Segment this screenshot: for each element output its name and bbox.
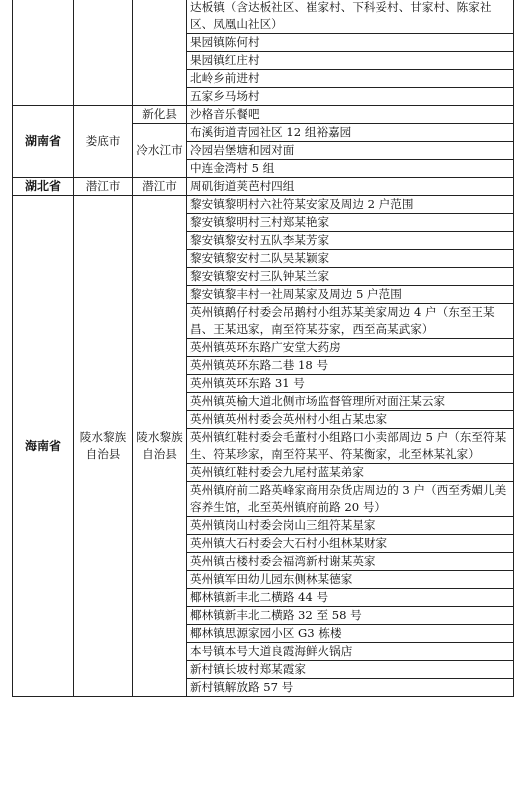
county-cell: 陵水黎族自治县 (133, 196, 187, 697)
location-cell: 黎安镇黎安村五队李某芳家 (187, 232, 514, 250)
location-cell: 椰林镇思源家园小区 G3 栋楼 (187, 625, 514, 643)
location-cell: 新村镇长坡村郑某霞家 (187, 661, 514, 679)
location-cell: 英州镇鹅仔村委会吊鹅村小组苏某美家周边 4 户（东至王某昌、王某迅家，南至符某芬家，西至高某武家） (187, 304, 514, 339)
location-cell: 冷园岩堡塘和园对面 (187, 142, 514, 160)
location-cell: 北岭乡前进村 (187, 70, 514, 88)
location-cell: 椰林镇新丰北二横路 44 号 (187, 589, 514, 607)
province-cell: 海南省 (13, 196, 74, 697)
location-cell: 五家乡马场村 (187, 88, 514, 106)
location-cell: 达板镇（含达板社区、崔家村、下科妥村、甘家村、陈家社区、凤凰山社区） (187, 0, 514, 34)
location-cell: 本号镇本号大道良霞海鲜火锅店 (187, 643, 514, 661)
location-cell: 英州镇英环东路广安堂大药房 (187, 339, 514, 357)
location-cell: 英州镇古楼村委会福湾新村谢某英家 (187, 553, 514, 571)
location-cell: 英州镇英州村委会英州村小组占某忠家 (187, 411, 514, 429)
table-row (13, 178, 514, 196)
county-cell: 新化县 (133, 106, 187, 124)
location-cell: 新村镇解放路 57 号 (187, 679, 514, 697)
location-cell: 英州镇英榆大道北侧市场监督管理所对面汪某云家 (187, 393, 514, 411)
location-cell: 椰林镇新丰北二横路 32 至 58 号 (187, 607, 514, 625)
location-cell: 黎安镇黎安村二队吴某颖家 (187, 250, 514, 268)
location-table (12, 0, 514, 697)
location-cell: 英州镇岗山村委会岗山三组符某星家 (187, 517, 514, 535)
location-cell: 英州镇英环东路 31 号 (187, 375, 514, 393)
table-row (13, 0, 514, 34)
county-cell: 潜江市 (133, 178, 187, 196)
location-cell: 黎安镇黎明村三村郑某艳家 (187, 214, 514, 232)
county-cell: 冷水江市 (133, 124, 187, 178)
city-cell: 潜江市 (74, 178, 133, 196)
city-cell: 陵水黎族自治县 (74, 196, 133, 697)
location-cell: 英州镇红鞋村委会毛董村小组路口小卖部周边 5 户（东至符某生、符某珍家，南至符某平、符某衡家，北至林某礼家） (187, 429, 514, 464)
empty-cell (133, 0, 187, 106)
province-cell: 湖北省 (13, 178, 74, 196)
province-cell: 湖南省 (13, 106, 74, 178)
location-cell: 英州镇红鞋村委会九尾村蓝某弟家 (187, 464, 514, 482)
location-cell: 英州镇大石村委会大石村小组林某财家 (187, 535, 514, 553)
location-cell: 布溪街道青园社区 12 组裕嘉园 (187, 124, 514, 142)
location-cell: 英州镇府前二路英峰家商用杂货店周边的 3 户（西至秀媚儿美容养生馆，北至英州镇府前路 20 号） (187, 482, 514, 517)
location-cell: 黎安镇黎丰村一社周某家及周边 5 户范围 (187, 286, 514, 304)
empty-cell (74, 0, 133, 106)
city-cell: 娄底市 (74, 106, 133, 178)
location-cell: 中连金湾村 5 组 (187, 160, 514, 178)
location-cell: 黎安镇黎明村六社符某安家及周边 2 户范围 (187, 196, 514, 214)
location-cell: 英州镇军田幼儿园东侧林某德家 (187, 571, 514, 589)
location-cell: 果园镇红庄村 (187, 52, 514, 70)
location-cell: 周矶街道荚芭村四组 (187, 178, 514, 196)
location-cell: 果园镇陈何村 (187, 34, 514, 52)
location-cell: 英州镇英环东路二巷 18 号 (187, 357, 514, 375)
table-row (13, 106, 514, 124)
location-cell: 沙格音乐餐吧 (187, 106, 514, 124)
location-cell: 黎安镇黎安村三队钟某兰家 (187, 268, 514, 286)
table-row (13, 196, 514, 214)
empty-cell (13, 0, 74, 106)
